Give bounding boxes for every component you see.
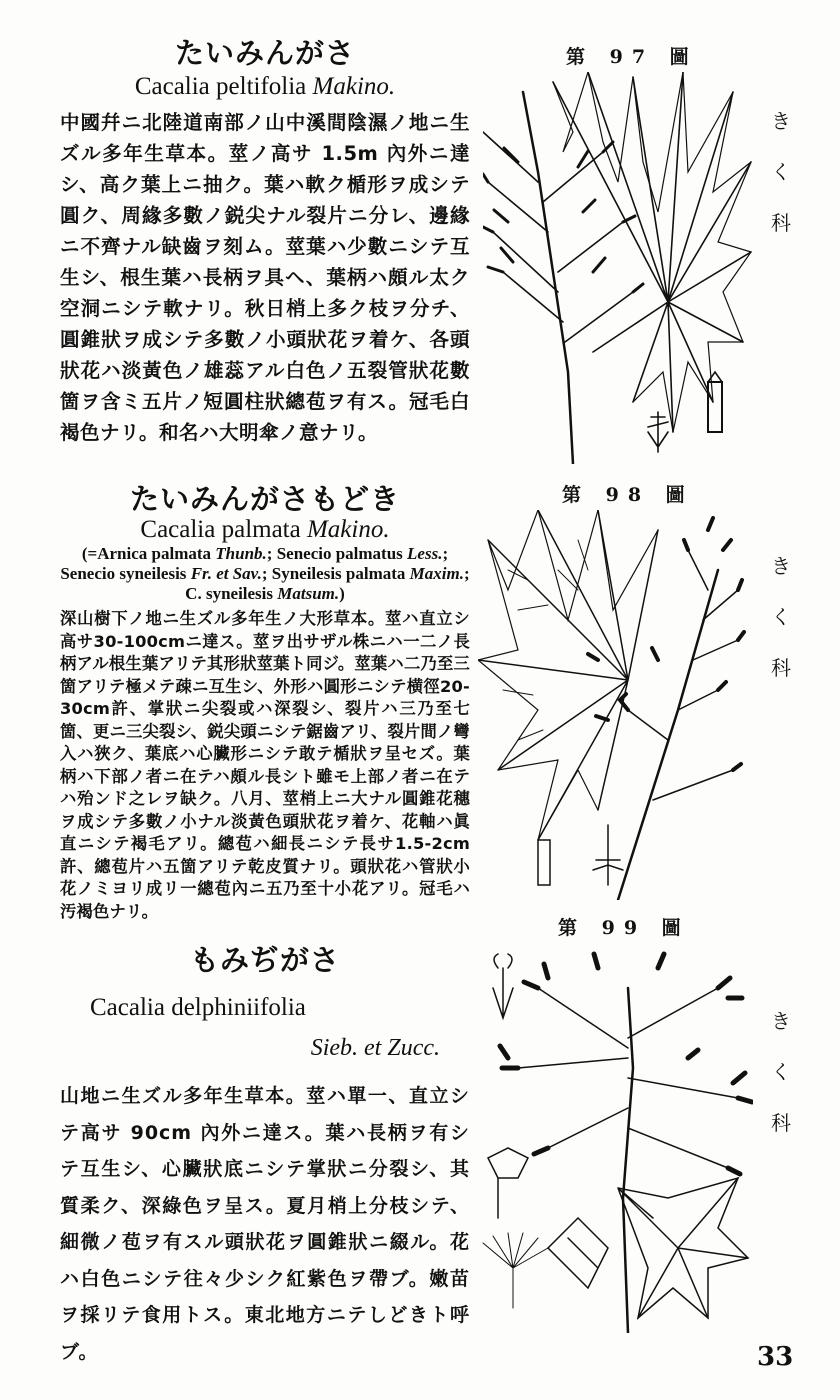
figure-label-98: 第 98 圖 <box>562 484 694 506</box>
floret-detail-icon <box>483 954 548 1308</box>
synonym-name: ; C. syneilesis <box>185 564 470 603</box>
synonym-name: ; Senecio syneilesis <box>60 544 449 583</box>
page-number: 33 <box>757 1342 794 1372</box>
figure-label-99: 第 99 圖 <box>558 917 690 939</box>
flower-stem-icon <box>518 988 738 1333</box>
synonym-name: ; Syneilesis palmata <box>261 564 410 583</box>
synonym-authority: Fr. et Sav. <box>190 564 262 583</box>
authority: Makino. <box>312 73 396 100</box>
figure-97-illustration <box>483 72 753 464</box>
family-tag-1 <box>768 105 794 236</box>
synonym-paren: (= <box>81 544 98 563</box>
scientific-name: Cacalia delphiniifolia <box>90 994 306 1021</box>
flower-stem-icon <box>618 550 738 900</box>
family-char: き <box>771 109 791 133</box>
scientific-name-text: Cacalia peltifolia <box>134 73 307 100</box>
family-char: 科 <box>771 1111 791 1135</box>
japanese-name: もみぢがさ <box>189 943 340 977</box>
entry-momijigasa <box>60 942 470 1370</box>
family-tag-3 <box>768 1005 794 1136</box>
japanese-name: たいみんがさもどき <box>129 482 400 516</box>
family-char: く <box>771 605 791 629</box>
synonym-authority: Less. <box>407 544 443 563</box>
family-char: き <box>771 1009 791 1033</box>
maple-leaf-icon <box>548 1178 748 1318</box>
authority: Makino. <box>306 516 390 543</box>
flower-heads-icon <box>588 518 744 770</box>
description: 山地ニ生ズル多年生草本。莖ハ單一、直立シテ高サ 90cm 內外ニ達ス。葉ハ長柄ヲ有シテ互生シ、心臟狀底ニシテ掌狀ニ分裂シ、其質柔ク、深綠色ヲ呈ス。夏月梢上分枝シテ、細微ノ苞ヲ有スル頭狀花ヲ圓錐狀ニ綴ル。花ハ白色ニシテ往々少シク紅紫色ヲ帶ブ。嫩苗ヲ採リテ食用トス。東北地方ニテしどきト呼ブ。 <box>60 1085 470 1363</box>
japanese-name: たいみんがさ <box>174 36 355 70</box>
family-tag-2 <box>768 550 794 681</box>
entry-taimingasa-modoki <box>60 482 470 923</box>
scientific-name <box>60 516 470 544</box>
figure-99-illustration <box>478 948 753 1333</box>
palmate-leaf-icon <box>478 510 658 840</box>
synonym-authority: Matsum. <box>277 584 340 603</box>
scientific-name <box>60 71 470 103</box>
synonym-paren: ) <box>339 584 345 603</box>
scientific-name-text: Cacalia palmata <box>140 516 301 543</box>
family-char: き <box>771 554 791 578</box>
authority: Sieb. et Zucc. <box>310 1035 440 1061</box>
figure-98-illustration <box>478 510 750 900</box>
family-char: 科 <box>771 211 791 235</box>
family-char: く <box>771 1060 791 1084</box>
description: 中國幷ニ北陸道南部ノ山中溪間陰濕ノ地ニ生ズル多年生草本。莖ノ高サ 1.5m 內外ニ達シ、高ク葉上ニ抽ク。葉ハ軟ク楯形ヲ成シテ圓ク、周緣多數ノ鋭尖ナル裂片ニ分レ、邊緣ニ不齊ナル缺齒ヲ刻ム。莖葉ハ少數ニシテ互生シ、根生葉ハ長柄ヲ具ヘ、葉柄ハ頗ル太ク空洞ニシテ軟ナリ。秋日梢上多ク枝ヲ分チ、圓錐狀ヲ成シテ多數ノ小頭狀花ヲ着ケ、各頭狀花ハ淡黃色ノ雄蕊アル白色ノ五裂管狀花數箇ヲ含ミ五片ノ短圓柱狀總苞ヲ有ス。冠毛白褐色ナリ。和名ハ大明傘ノ意ナリ。 <box>60 111 470 444</box>
flower-stem-icon <box>483 92 643 464</box>
figure-label-97: 第 97 圖 <box>566 46 698 68</box>
family-char: く <box>771 160 791 184</box>
synonym-authority: Maxim. <box>409 564 464 583</box>
synonym-name: Arnica palmata <box>97 544 216 563</box>
entry-taimingasa <box>60 35 470 448</box>
synonyms <box>60 544 470 604</box>
synonym-name: ; Senecio palmatus <box>266 544 408 563</box>
floret-detail-icon <box>538 825 623 885</box>
flower-heads-icon <box>500 954 752 1174</box>
family-char: 科 <box>771 656 791 680</box>
synonym-authority: Thunb. <box>215 544 267 563</box>
description: 深山樹下ノ地ニ生ズル多年生ノ大形草本。莖ハ直立シ高サ30-100cmニ達ス。莖ヲ出サザル株ニハ一二ノ長柄アル根生葉アリテ其形狀莖葉ト同ジ。莖葉ハ二乃至三箇アリテ極メテ疎ニ互生シ、外形ハ圓形ニシテ横徑20-30cm許、掌狀ニ尖裂或ハ深裂シ、裂片ハ三乃至七箇、更ニ三尖裂シ、鋭尖頭ニシテ鋸齒アリ、裂片間ノ彎入ハ狹ク、葉底ハ心臟形ニシテ敢テ楯狀ヲ呈セズ。葉柄ハ下部ノ者ニ在テハ頗ル長シト雖モ上部ノ者ニ在テハ殆ンド之レヲ缺ク。八月、莖梢上ニ大ナル圓錐花穗ヲ成シテ多數ノ小ナル淡黃色頭狀花ヲ着ケ、花軸ハ眞直ニシテ褐毛アリ。總苞ハ細長ニシテ長サ1.5-2cm許、總苞片ハ五箇アリテ乾皮質ナリ。頭狀花ハ管狀小花ノミヨリ成リ一總苞內ニ五乃至十小花アリ。冠毛ハ汚褐色ナリ。 <box>60 609 470 921</box>
